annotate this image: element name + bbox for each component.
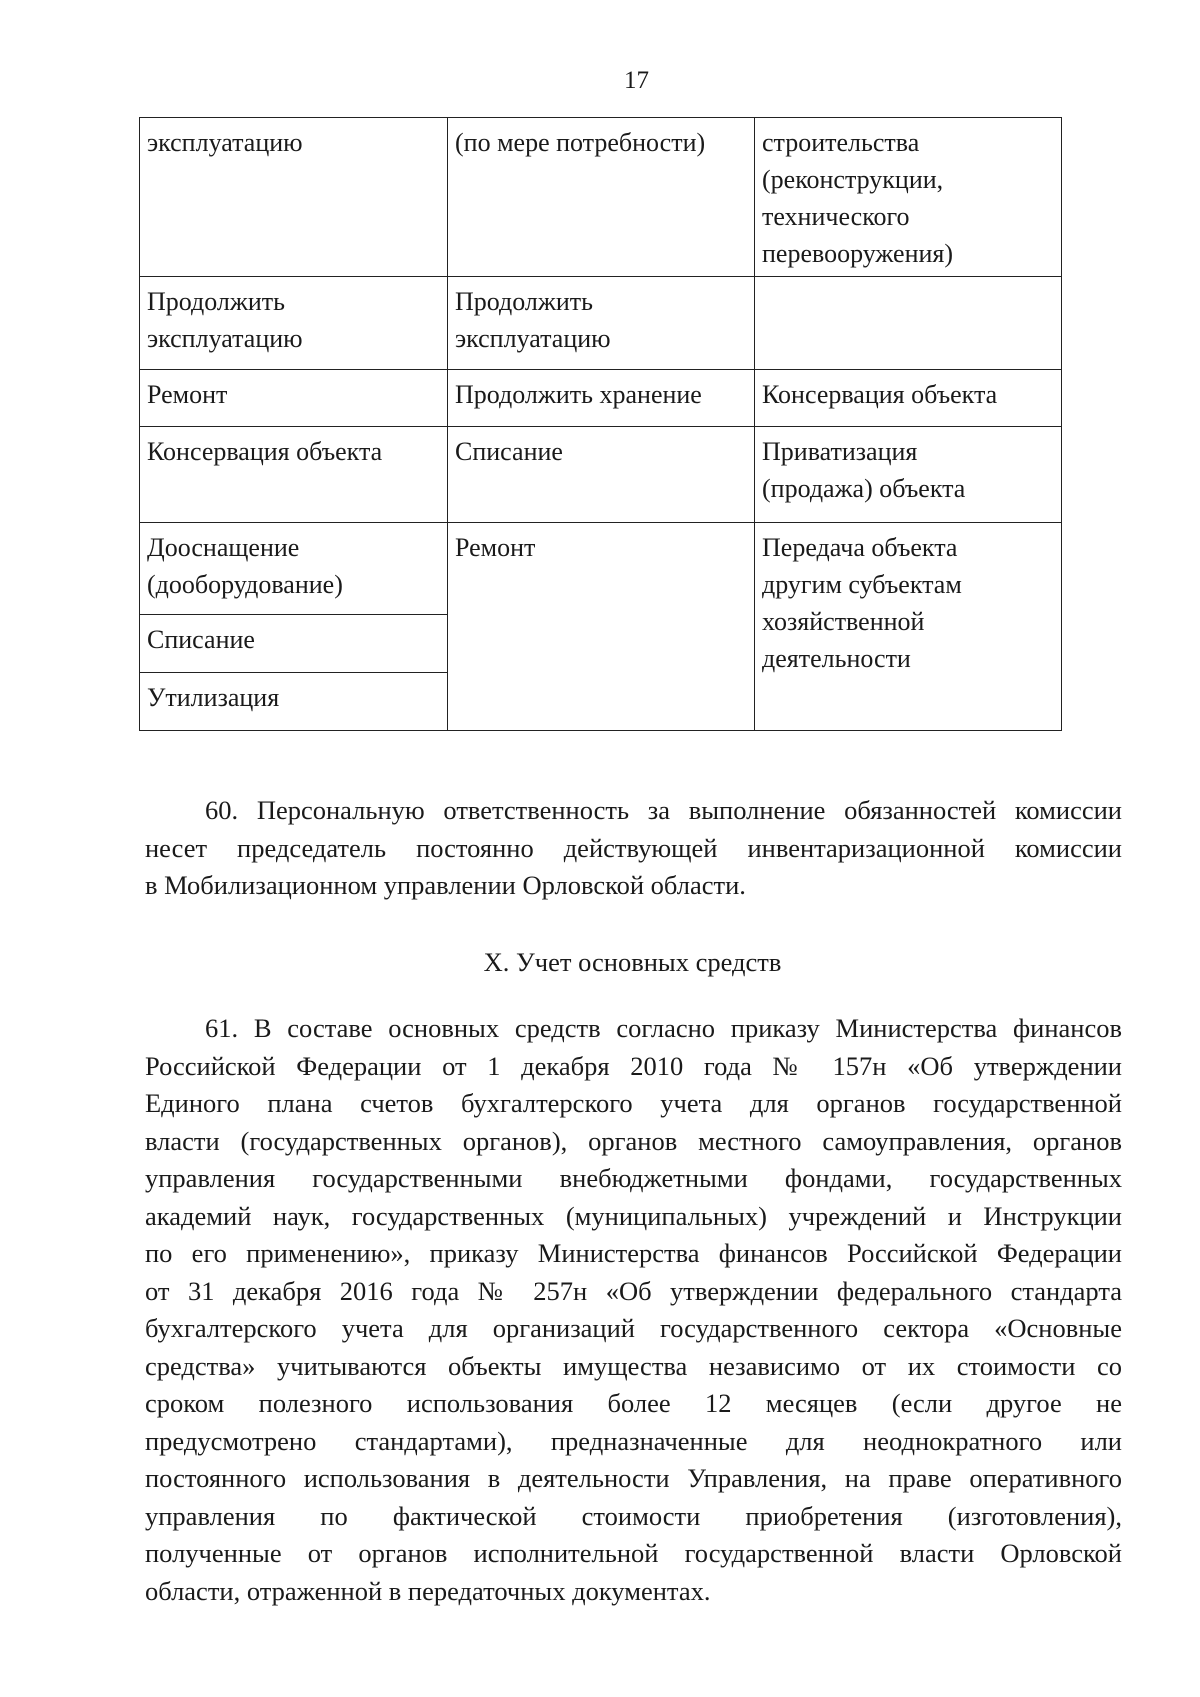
table-cell xyxy=(140,523,448,615)
cell-text: Дооснащение xyxy=(147,533,300,562)
table-cell xyxy=(755,277,1062,370)
cell-text: Продолжить xyxy=(147,287,285,316)
paragraph-line: предусмотрено стандартами), предназначенные для неоднократного или xyxy=(145,1425,1122,1456)
table-row xyxy=(140,523,1062,615)
table-cell xyxy=(448,118,755,277)
paragraph-line: бухгалтерского учета для организаций государственного сектора «Основные xyxy=(145,1313,1122,1343)
table-cell xyxy=(755,118,1062,277)
paragraph-line: области, отраженной в передаточных документах. xyxy=(145,1575,711,1606)
cell-text: Консервация объекта xyxy=(762,380,998,409)
paragraph-line: от 31 декабря 2016 года № 257н «Об утверждении федерального стандарта xyxy=(145,1275,1122,1306)
paragraph-line: в Мобилизационном управлении Орловской области. xyxy=(145,870,746,900)
cell-text: эксплуатацию xyxy=(147,128,303,157)
cell-text: хозяйственной xyxy=(762,607,925,636)
table-cell xyxy=(448,370,755,427)
paragraph-line: Единого плана счетов бухгалтерского учета для органов государственной xyxy=(145,1088,1122,1118)
cell-text: строительства xyxy=(762,128,920,157)
paragraph-line: постоянного использования в деятельности Управления, на праве оперативного xyxy=(145,1463,1122,1493)
table-cell xyxy=(755,427,1062,523)
cell-text: Продолжить xyxy=(455,287,593,316)
cell-text: Консервация объекта xyxy=(147,437,383,466)
paragraph-line: по его применению», приказу Министерства финансов Российской Федерации xyxy=(145,1238,1122,1268)
cell-text: эксплуатацию xyxy=(147,324,303,353)
table-cell xyxy=(140,118,448,277)
paragraph-60 xyxy=(145,792,1122,905)
table-cell xyxy=(755,523,1062,731)
cell-text: Продолжить хранение xyxy=(455,380,702,409)
paragraph-line: 61. В составе основных средств согласно приказу Министерства финансов xyxy=(205,1013,1122,1043)
paragraph-line: сроком полезного использования более 12 месяцев (если другое не xyxy=(145,1388,1122,1418)
table-cell xyxy=(755,370,1062,427)
cell-text: деятельности xyxy=(762,644,911,673)
cell-text: (реконструкции, xyxy=(762,165,944,194)
cell-text: технического xyxy=(762,202,910,231)
paragraph-line: управления государственными внебюджетными фондами, государственных xyxy=(145,1163,1122,1193)
table-cell xyxy=(448,277,755,370)
cell-text: эксплуатацию xyxy=(455,324,611,353)
cell-text: (по мере потребности) xyxy=(455,128,706,157)
cell-text: Приватизация xyxy=(762,437,918,466)
paragraph-line: полученные от органов исполнительной государственной власти Орловской xyxy=(145,1538,1122,1568)
paragraph-61 xyxy=(145,1010,1122,1610)
table-row xyxy=(140,427,1062,523)
cell-text: Ремонт xyxy=(455,533,536,562)
cell-text: Ремонт xyxy=(147,380,228,409)
table-cell xyxy=(140,673,448,731)
paragraph-line: средства» учитываются объекты имущества независимо от их стоимости со xyxy=(145,1350,1122,1381)
table-row xyxy=(140,277,1062,370)
table-row xyxy=(140,118,1062,277)
paragraph-line: несет председатель постоянно действующей инвентаризационной комиссии xyxy=(145,832,1122,863)
table-cell xyxy=(448,523,755,731)
table-cell xyxy=(140,427,448,523)
cell-text: Списание xyxy=(147,625,255,654)
paragraph-line: управления по фактической стоимости приобретения (изготовления), xyxy=(145,1500,1122,1531)
table-cell xyxy=(140,277,448,370)
cell-text: (дооборудование) xyxy=(147,570,343,599)
paragraph-line: власти (государственных органов), органов местного самоуправления, органов xyxy=(145,1125,1122,1156)
page-number: 17 xyxy=(624,67,649,94)
section-heading: X. Учет основных средств xyxy=(483,947,782,977)
table-row xyxy=(140,370,1062,427)
table-cell xyxy=(140,615,448,673)
table-cell xyxy=(140,370,448,427)
status-table xyxy=(139,117,1062,731)
cell-text: (продажа) объекта xyxy=(762,474,966,503)
table-cell xyxy=(448,427,755,523)
paragraph-line: 60. Персональную ответственность за выполнение обязанностей комиссии xyxy=(205,795,1122,825)
cell-text: Списание xyxy=(455,437,563,466)
paragraph-line: Российской Федерации от 1 декабря 2010 года № 157н «Об утверждении xyxy=(145,1050,1122,1081)
cell-text: Утилизация xyxy=(147,683,280,712)
cell-text: Передача объекта xyxy=(762,533,958,562)
paragraph-line: академий наук, государственных (муниципальных) учреждений и Инструкции xyxy=(145,1200,1122,1231)
cell-text: другим субъектам xyxy=(762,570,962,599)
cell-text: перевооружения) xyxy=(762,239,954,268)
